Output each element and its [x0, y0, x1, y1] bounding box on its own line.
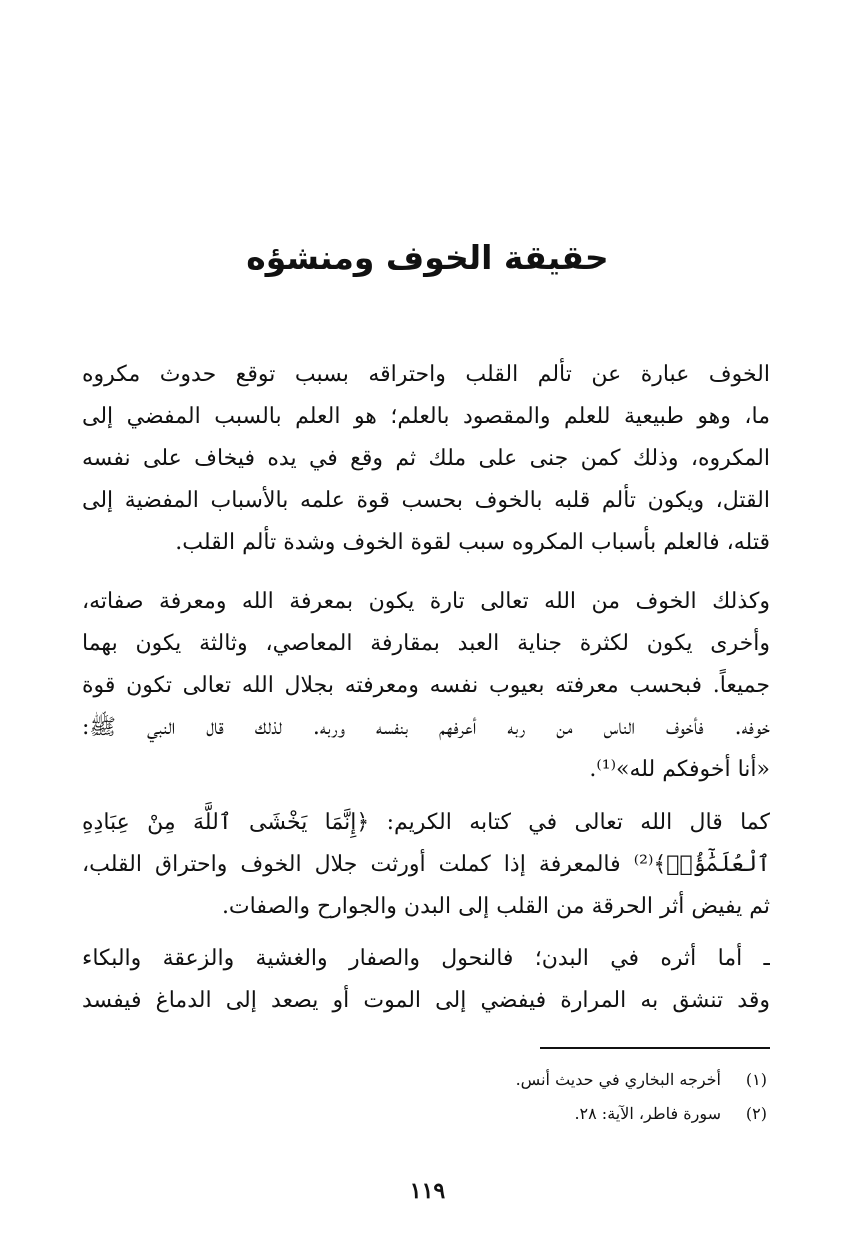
text-line: ٱلْعُلَمَٰٓؤُا۟﴾⁽²⁾ فالمعرفة إذا كملت أورثت جلال الخوف واحتراق القلب، — [82, 852, 770, 877]
chapter-title: حقيقة الخوف ومنشؤه — [246, 238, 609, 277]
text-line: «أنا أخوفكم لله»⁽¹⁾. — [589, 757, 770, 782]
paragraph-1 — [82, 354, 770, 564]
text-line: وكذلك الخوف من الله تعالى تارة يكون بمعرفة الله ومعرفة صفاته، — [82, 589, 770, 614]
footnote-2 — [207, 1097, 767, 1131]
text-line: الخوف عبارة عن تألم القلب واحتراقه بسبب توقع حدوث مكروه — [82, 362, 770, 387]
text-line: كما قال الله تعالى في كتابه الكريم: ﴿إِنَّمَا يَخْشَى ٱللَّهَ مِنْ عِبَادِهِ — [82, 810, 770, 835]
text-line: القتل، ويكون تألم قلبه بالخوف بحسب قوة علمه بالأسباب المفضية إلى — [82, 488, 770, 513]
text-line: ـ أما أثره في البدن؛ فالنحول والصفار والغشية والزعقة والبكاء — [82, 946, 770, 971]
text-line: خوفه. فأخوف الناس من ربه أعرفهم بنفسه وربه. لذلك قال النبي ﷺ: — [82, 715, 770, 740]
footnote-1 — [207, 1063, 767, 1097]
footnote-number: (١) — [745, 1070, 767, 1089]
footnote-divider — [540, 1047, 770, 1049]
paragraph-2 — [82, 581, 770, 791]
footnote-text: سورة فاطر، الآية: ٢٨. — [574, 1104, 721, 1123]
text-line: وقد تنشق به المرارة فيفضي إلى الموت أو يصعد إلى الدماغ فيفسد — [82, 988, 770, 1013]
paragraph-4 — [82, 938, 770, 1022]
text-line: ما، وهو طبيعية للعلم والمقصود بالعلم؛ هو العلم بالسبب المفضي إلى — [82, 404, 770, 429]
text-line: ثم يفيض أثر الحرقة من القلب إلى البدن والجوارح والصفات. — [221, 894, 770, 919]
text-line: المكروه، وذلك كمن جنى على ملك ثم وقع في يده فيخاف على نفسه — [82, 446, 770, 471]
text-line: وأخرى يكون لكثرة جناية العبد بمقارفة المعاصي، وثالثة يكون بهما — [82, 631, 770, 656]
text-line: جميعاً. فبحسب معرفته بعيوب نفسه ومعرفته بجلال الله تعالى تكون قوة — [82, 673, 770, 698]
footnote-text: أخرجه البخاري في حديث أنس. — [515, 1070, 721, 1089]
page-number: ١١٩ — [409, 1178, 446, 1204]
text-line: قتله، فالعلم بأسباب المكروه سبب لقوة الخوف وشدة تألم القلب. — [175, 530, 770, 555]
paragraph-3 — [82, 802, 770, 928]
footnotes — [207, 1063, 767, 1131]
footnote-number: (٢) — [745, 1104, 767, 1123]
